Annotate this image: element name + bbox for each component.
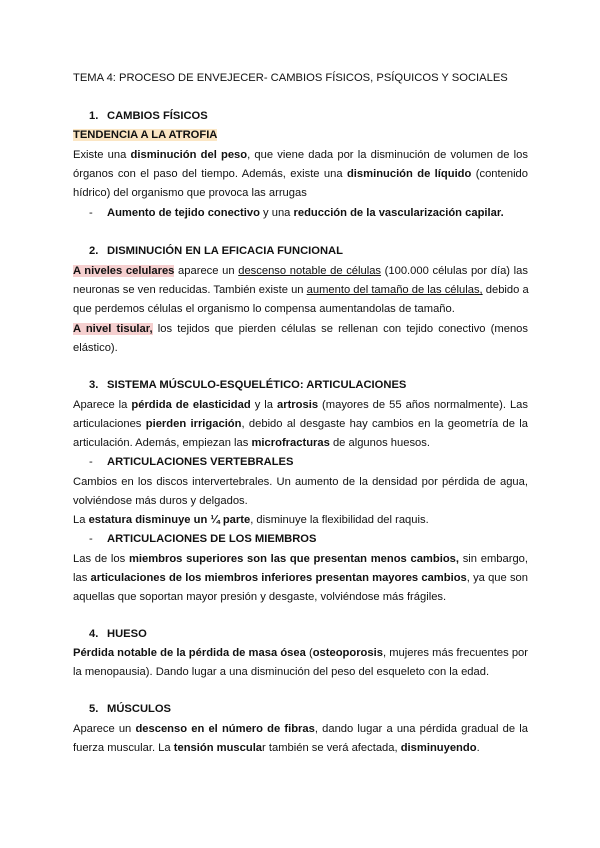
sub-heading-vertebrales: ARTICULACIONES VERTEBRALES [107, 456, 294, 468]
section-5-heading: 5. MÚSCULOS [89, 703, 172, 715]
paragraph-line: A nivel tisular, los tejidos que pierden células se rellenan con tejido conectivo (menos [73, 323, 528, 335]
paragraph-line: Pérdida notable de la pérdida de masa ósea (osteoporosis, mujeres más frecuentes por [73, 647, 528, 659]
section-3-heading: 3. SISTEMA MÚSCULO-ESQUELÉTICO: ARTICULACIONES [89, 379, 407, 391]
paragraph-line: órganos con el paso del tiempo. Además, existe una disminución de líquido (contenido [73, 168, 528, 180]
paragraph-line: Cambios en los discos intervertebrales. Un aumento de la densidad por pérdida de agua, [73, 476, 528, 488]
paragraph-line: volviéndose más duros y delgados. [73, 495, 248, 507]
paragraph-line: hídrico) del organismo que provoca las arrugas [73, 187, 307, 199]
paragraph-line: la menopausia). Dando lugar a una disminución del peso del esqueleto con la edad. [73, 666, 490, 678]
paragraph-line: neuronas se ven reducidas. También existe un aumento del tamaño de las células, debido a [73, 284, 529, 296]
sub-heading-miembros: ARTICULACIONES DE LOS MIEMBROS [107, 533, 317, 545]
paragraph-line: Aparece la pérdida de elasticidad y la artrosis (mayores de 55 años normalmente). Las [73, 399, 528, 411]
paragraph-line: elástico). [73, 342, 118, 354]
sub-heading-dash: - [89, 456, 93, 468]
paragraph-line: que perdemos células el organismo lo compensa aumentandolas de tamaño. [73, 303, 455, 315]
paragraph-line: aquellas que soportan mayor presión y desgaste, volviéndose más frágiles. [73, 591, 447, 603]
paragraph-line: fuerza muscular. La tensión muscular también se verá afectada, disminuyendo. [73, 742, 480, 754]
bullet-item: Aumento de tejido conectivo y una reducción de la vascularización capilar. [107, 207, 504, 219]
paragraph-line: Las de los miembros superiores son las que presentan menos cambios, sin embargo, [73, 553, 528, 565]
section-1-subheading: TENDENCIA A LA ATROFIA [73, 129, 218, 141]
section-1-heading: 1. CAMBIOS FÍSICOS [89, 110, 208, 122]
paragraph-line: La estatura disminuye un ¼ parte, disminuye la flexibilidad del raquis. [73, 514, 429, 526]
bullet-dash: - [89, 207, 93, 219]
paragraph-line: Existe una disminución del peso, que viene dada por la disminución de volumen de los [73, 149, 528, 161]
document-title: TEMA 4: PROCESO DE ENVEJECER- CAMBIOS FÍSICOS, PSÍQUICOS Y SOCIALES [73, 72, 508, 84]
paragraph-line: Aparece un descenso en el número de fibras, dando lugar a una pérdida gradual de la [73, 723, 528, 735]
paragraph-line: articulaciones pierden irrigación, debido al desgaste hay cambios en la geometría de la [73, 418, 528, 430]
paragraph-line: A niveles celulares aparece un descenso notable de células (100.000 células por día) las [73, 265, 528, 277]
section-2-heading: 2. DISMINUCIÓN EN LA EFICACIA FUNCIONAL [89, 245, 343, 257]
sub-heading-dash: - [89, 533, 93, 545]
paragraph-line: las articulaciones de los miembros inferiores presentan mayores cambios, ya que son [73, 572, 528, 584]
section-4-heading: 4. HUESO [89, 628, 147, 640]
paragraph-line: articulación. Además, empiezan las microfracturas de algunos huesos. [73, 437, 430, 449]
